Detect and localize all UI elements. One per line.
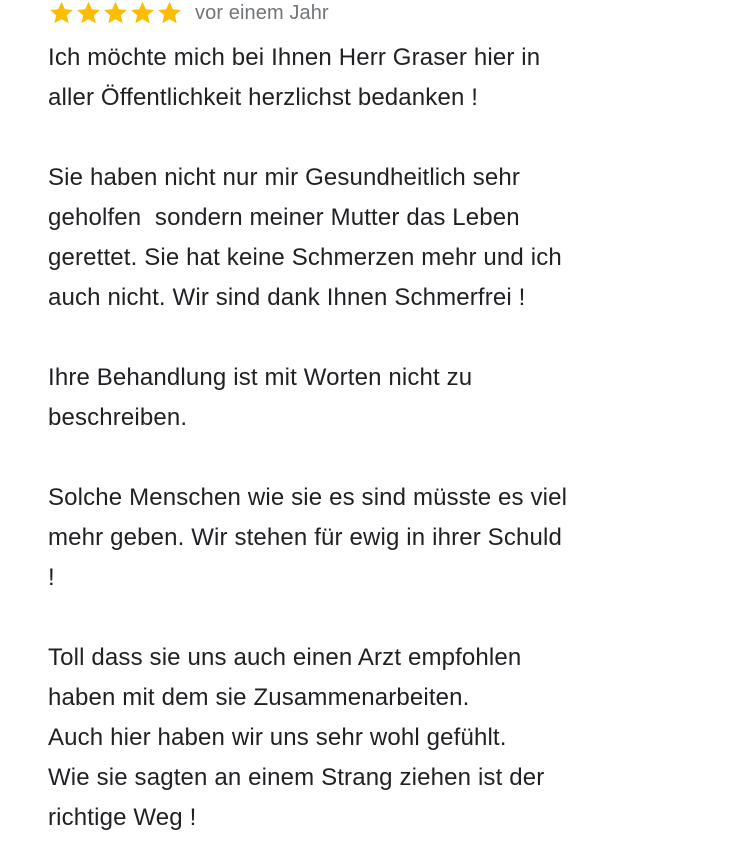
paragraph-gap: [48, 318, 688, 358]
review-date: vor einem Jahr: [195, 1, 329, 24]
review-paragraph: [48, 358, 688, 438]
review-paragraph: [48, 38, 688, 118]
review-paragraph: [48, 638, 688, 838]
review-line: auch nicht. Wir sind dank Ihnen Schmerfrei !: [48, 284, 526, 311]
review-line: haben mit dem sie Zusammenarbeiten.: [48, 684, 470, 711]
review-line: Wie sie sagten an einem Strang ziehen ist der: [48, 764, 545, 791]
star-icon: [102, 0, 129, 26]
review-line: !: [48, 564, 55, 591]
review-line: mehr geben. Wir stehen für ewig in ihrer Schuld: [48, 524, 562, 551]
review-line: beschreiben.: [48, 404, 188, 431]
review-paragraph: [48, 158, 688, 318]
review-paragraph: [48, 478, 688, 598]
star-icon: [156, 0, 183, 26]
paragraph-gap: [48, 118, 688, 158]
paragraph-gap: [48, 438, 688, 478]
review-line: Auch hier haben wir uns sehr wohl gefühlt.: [48, 724, 507, 751]
review-line: Ich möchte mich bei Ihnen Herr Graser hier in: [48, 44, 541, 71]
review-line: gerettet. Sie hat keine Schmerzen mehr und ich: [48, 244, 562, 271]
star-icon: [48, 0, 75, 26]
star-icon: [75, 0, 102, 26]
review-text: [48, 38, 688, 838]
review-meta: [48, 0, 688, 32]
review-card: [48, 0, 688, 838]
review-line: Ihre Behandlung ist mit Worten nicht zu: [48, 364, 473, 391]
review-line: geholfen sondern meiner Mutter das Leben: [48, 204, 520, 231]
review-line: Solche Menschen wie sie es sind müsste es viel: [48, 484, 568, 511]
review-line: richtige Weg !: [48, 804, 197, 831]
paragraph-gap: [48, 598, 688, 638]
star-rating: [48, 0, 183, 26]
review-line: Sie haben nicht nur mir Gesundheitlich sehr: [48, 164, 521, 191]
star-icon: [129, 0, 156, 26]
review-line: aller Öffentlichkeit herzlichst bedanken !: [48, 84, 479, 111]
review-line: Toll dass sie uns auch einen Arzt empfohlen: [48, 644, 522, 671]
